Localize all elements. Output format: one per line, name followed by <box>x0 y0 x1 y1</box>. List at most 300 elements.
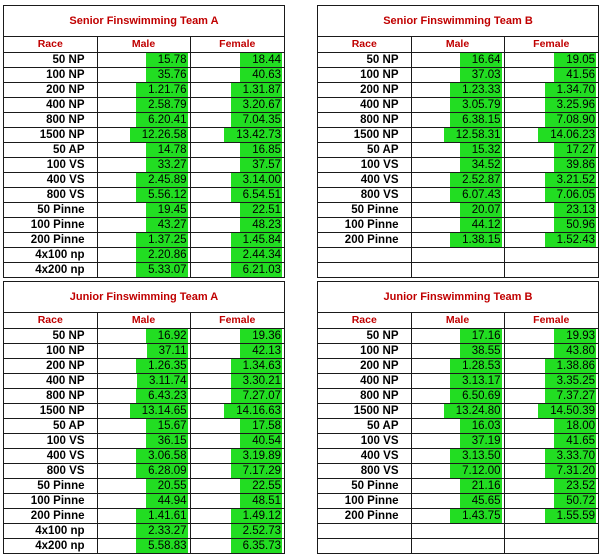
male-time: 20.07 <box>460 203 502 217</box>
male-time: 2.20.86 <box>136 248 187 262</box>
male-time: 37.03 <box>460 68 502 82</box>
table-row <box>318 187 598 202</box>
male-time-cell <box>97 538 190 553</box>
race-name: 100 VS <box>4 433 97 448</box>
male-time: 44.94 <box>146 494 188 508</box>
female-time-cell <box>504 157 598 172</box>
race-name: 4x200 np <box>4 538 97 553</box>
female-time: 7.17.29 <box>231 464 282 478</box>
header-row <box>4 37 284 52</box>
table-row <box>318 403 598 418</box>
table-row <box>4 403 284 418</box>
female-time: 7.08.90 <box>545 113 596 127</box>
column-header-female: Female <box>504 313 598 328</box>
male-time-cell <box>97 478 190 493</box>
times-table <box>318 313 598 553</box>
female-time: 3.30.21 <box>231 374 282 388</box>
female-time-cell <box>190 388 284 403</box>
female-time: 43.80 <box>554 344 596 358</box>
female-time-cell <box>190 508 284 523</box>
column-header-race: Race <box>318 37 411 52</box>
male-time: 3.13.50 <box>450 449 501 463</box>
table-row <box>318 493 598 508</box>
female-time-cell <box>190 448 284 463</box>
male-time-cell <box>97 97 190 112</box>
female-time-cell <box>190 403 284 418</box>
race-name: 50 AP <box>4 418 97 433</box>
male-time: 3.11.74 <box>137 374 188 388</box>
male-time-cell <box>411 97 504 112</box>
times-table <box>4 37 284 277</box>
male-time: 12.58.31 <box>444 128 502 142</box>
female-time: 40.54 <box>240 434 282 448</box>
column-header-race: Race <box>318 313 411 328</box>
female-time: 19.05 <box>554 53 596 67</box>
table-row <box>4 448 284 463</box>
table-row <box>318 52 598 67</box>
female-time: 3.14.00 <box>231 173 282 187</box>
table-row <box>4 493 284 508</box>
column-header-race: Race <box>4 313 97 328</box>
female-time: 3.33.70 <box>545 449 596 463</box>
race-name: 1500 NP <box>4 403 97 418</box>
male-time-cell <box>97 187 190 202</box>
race-name: 800 VS <box>318 463 411 478</box>
race-name: 100 Pinne <box>318 217 411 232</box>
table-row <box>4 247 284 262</box>
male-time: 3.13.17 <box>450 374 501 388</box>
male-time-cell <box>97 217 190 232</box>
male-time: 13.14.65 <box>130 404 188 418</box>
table-row <box>4 358 284 373</box>
table-row <box>318 202 598 217</box>
male-time-cell <box>411 478 504 493</box>
race-name: 4x100 np <box>4 247 97 262</box>
male-time-cell <box>97 82 190 97</box>
race-name <box>318 538 411 553</box>
times-table <box>318 37 598 277</box>
table-row <box>4 262 284 277</box>
race-name: 50 AP <box>318 418 411 433</box>
table-row <box>318 343 598 358</box>
race-name: 4x200 np <box>4 262 97 277</box>
male-time-cell <box>97 418 190 433</box>
male-time: 37.11 <box>147 344 188 358</box>
female-time: 50.96 <box>554 218 596 232</box>
male-time-cell <box>411 328 504 343</box>
male-time-cell <box>411 538 504 553</box>
female-time: 19.93 <box>554 329 596 343</box>
female-time: 40.63 <box>240 68 282 82</box>
female-time: 1.45.84 <box>231 233 282 247</box>
male-time: 15.32 <box>460 143 502 157</box>
female-time: 42.13 <box>240 344 282 358</box>
male-time-cell <box>97 508 190 523</box>
panel-title: Junior Finswimming Team B <box>318 282 598 313</box>
male-time-cell <box>411 508 504 523</box>
female-time-cell <box>190 418 284 433</box>
male-time: 16.03 <box>460 419 502 433</box>
table-row <box>4 82 284 97</box>
race-name: 800 NP <box>4 112 97 127</box>
table-row <box>318 478 598 493</box>
race-name: 200 NP <box>4 82 97 97</box>
header-row <box>318 37 598 52</box>
female-time: 1.34.70 <box>545 83 596 97</box>
race-name: 100 VS <box>318 157 411 172</box>
male-time: 43.27 <box>146 218 188 232</box>
female-time: 3.21.52 <box>545 173 596 187</box>
female-time: 50.72 <box>554 494 596 508</box>
race-name <box>318 262 411 277</box>
female-time: 7.04.35 <box>231 113 282 127</box>
male-time-cell <box>411 433 504 448</box>
male-time: 35.76 <box>146 68 188 82</box>
female-time-cell <box>190 538 284 553</box>
race-name: 800 NP <box>4 388 97 403</box>
female-time-cell <box>504 418 598 433</box>
female-time-cell <box>504 82 598 97</box>
female-time: 22.55 <box>240 479 282 493</box>
female-time-cell <box>190 82 284 97</box>
female-time: 14.16.63 <box>224 404 282 418</box>
female-time: 14.50.39 <box>538 404 596 418</box>
male-time-cell <box>97 142 190 157</box>
race-name: 50 NP <box>4 52 97 67</box>
race-name: 400 VS <box>4 172 97 187</box>
female-time-cell <box>190 172 284 187</box>
female-time-cell <box>190 187 284 202</box>
male-time: 13.24.80 <box>444 404 502 418</box>
male-time-cell <box>411 403 504 418</box>
race-name: 50 NP <box>318 52 411 67</box>
female-time-cell <box>504 217 598 232</box>
female-time-cell <box>504 388 598 403</box>
female-time: 17.58 <box>240 419 282 433</box>
male-time: 7.12.00 <box>450 464 501 478</box>
male-time-cell <box>411 343 504 358</box>
race-name: 50 AP <box>318 142 411 157</box>
female-time-cell <box>190 67 284 82</box>
female-time-cell <box>504 478 598 493</box>
table-row <box>4 127 284 142</box>
male-time: 19.45 <box>146 203 188 217</box>
table-row <box>318 388 598 403</box>
male-time: 21.16 <box>460 479 502 493</box>
table-row <box>4 52 284 67</box>
race-name: 400 VS <box>318 172 411 187</box>
table-row <box>318 67 598 82</box>
column-header-race: Race <box>4 37 97 52</box>
female-time: 1.31.87 <box>231 83 282 97</box>
table-row <box>4 328 284 343</box>
race-name: 200 NP <box>318 358 411 373</box>
male-time: 1.26.35 <box>136 359 187 373</box>
male-time-cell <box>411 373 504 388</box>
female-time-cell <box>504 493 598 508</box>
female-time: 7.31.20 <box>545 464 596 478</box>
female-time: 6.35.73 <box>231 539 282 553</box>
male-time: 16.64 <box>460 53 502 67</box>
column-header-female: Female <box>190 37 284 52</box>
male-time: 44.12 <box>460 218 502 232</box>
male-time: 37.19 <box>460 434 502 448</box>
female-time-cell <box>504 112 598 127</box>
race-name: 200 Pinne <box>4 508 97 523</box>
male-time: 36.15 <box>146 434 188 448</box>
male-time-cell <box>97 388 190 403</box>
table-row <box>4 157 284 172</box>
female-time: 6.21.03 <box>231 263 282 277</box>
female-time-cell <box>504 463 598 478</box>
male-time-cell <box>411 67 504 82</box>
table-row <box>4 433 284 448</box>
male-time-cell <box>411 523 504 538</box>
female-time: 23.52 <box>554 479 596 493</box>
table-row <box>4 523 284 538</box>
male-time-cell <box>411 142 504 157</box>
male-time: 1.37.25 <box>136 233 187 247</box>
table-row <box>318 262 598 277</box>
female-time-cell <box>504 328 598 343</box>
female-time-cell <box>504 142 598 157</box>
female-time-cell <box>504 67 598 82</box>
male-time: 1.23.33 <box>450 83 501 97</box>
table-row <box>4 478 284 493</box>
male-time-cell <box>411 358 504 373</box>
table-row <box>318 247 598 262</box>
male-time: 15.67 <box>146 419 188 433</box>
table-row <box>318 433 598 448</box>
table-row <box>318 157 598 172</box>
female-time-cell <box>190 493 284 508</box>
female-time-cell <box>504 538 598 553</box>
female-time-cell <box>190 523 284 538</box>
male-time-cell <box>411 112 504 127</box>
race-name: 200 Pinne <box>4 232 97 247</box>
race-name: 50 NP <box>318 328 411 343</box>
panel-junior-team-a <box>3 281 285 554</box>
female-time: 1.34.63 <box>231 359 282 373</box>
female-time: 1.55.59 <box>545 509 596 523</box>
male-time: 17.16 <box>460 329 502 343</box>
table-row <box>4 112 284 127</box>
male-time-cell <box>411 172 504 187</box>
race-name: 50 NP <box>4 328 97 343</box>
race-name: 100 NP <box>4 67 97 82</box>
female-time-cell <box>504 508 598 523</box>
female-time-cell <box>504 202 598 217</box>
female-time: 7.37.27 <box>545 389 596 403</box>
female-time-cell <box>190 262 284 277</box>
race-name: 50 Pinne <box>4 202 97 217</box>
male-time-cell <box>411 493 504 508</box>
header-row <box>4 313 284 328</box>
column-header-female: Female <box>504 37 598 52</box>
male-time: 38.55 <box>460 344 502 358</box>
male-time-cell <box>97 112 190 127</box>
male-time-cell <box>411 247 504 262</box>
male-time-cell <box>97 172 190 187</box>
male-time-cell <box>411 418 504 433</box>
race-name: 400 NP <box>4 373 97 388</box>
table-row <box>4 187 284 202</box>
table-row <box>4 142 284 157</box>
race-name: 400 NP <box>4 97 97 112</box>
male-time: 45.65 <box>460 494 502 508</box>
race-name: 50 AP <box>4 142 97 157</box>
male-time: 2.58.79 <box>136 98 187 112</box>
table-row <box>318 142 598 157</box>
male-time: 12.26.58 <box>130 128 188 142</box>
female-time: 23.13 <box>554 203 596 217</box>
male-time-cell <box>411 217 504 232</box>
male-time-cell <box>97 328 190 343</box>
male-time-cell <box>97 373 190 388</box>
race-name: 800 VS <box>4 463 97 478</box>
table-row <box>318 172 598 187</box>
female-time-cell <box>504 358 598 373</box>
female-time: 41.65 <box>554 434 596 448</box>
table-row <box>4 97 284 112</box>
table-row <box>4 67 284 82</box>
male-time: 3.06.58 <box>136 449 187 463</box>
table-row <box>318 328 598 343</box>
race-name: 50 Pinne <box>318 202 411 217</box>
female-time-cell <box>190 433 284 448</box>
table-row <box>318 418 598 433</box>
female-time-cell <box>190 52 284 67</box>
female-time-cell <box>190 373 284 388</box>
column-header-female: Female <box>190 313 284 328</box>
male-time: 2.33.27 <box>136 524 187 538</box>
male-time-cell <box>97 493 190 508</box>
male-time-cell <box>97 157 190 172</box>
female-time-cell <box>504 247 598 262</box>
female-time-cell <box>190 142 284 157</box>
female-time-cell <box>190 247 284 262</box>
female-time-cell <box>190 127 284 142</box>
female-time: 2.44.34 <box>231 248 282 262</box>
female-time-cell <box>190 232 284 247</box>
race-name: 1500 NP <box>318 127 411 142</box>
column-header-male: Male <box>97 313 190 328</box>
race-name: 100 NP <box>318 67 411 82</box>
female-time-cell <box>190 343 284 358</box>
race-name: 200 NP <box>4 358 97 373</box>
race-name: 100 VS <box>4 157 97 172</box>
table-row <box>4 388 284 403</box>
male-time-cell <box>97 343 190 358</box>
female-time: 17.27 <box>554 143 596 157</box>
table-row <box>4 418 284 433</box>
male-time-cell <box>411 52 504 67</box>
female-time: 3.20.67 <box>231 98 282 112</box>
male-time: 14.78 <box>146 143 188 157</box>
race-name: 400 NP <box>318 97 411 112</box>
race-name: 50 Pinne <box>318 478 411 493</box>
column-header-male: Male <box>411 313 504 328</box>
female-time-cell <box>504 448 598 463</box>
panel-title: Senior Finswimming Team A <box>4 6 284 37</box>
male-time: 6.38.15 <box>450 113 501 127</box>
male-time: 2.52.87 <box>450 173 501 187</box>
female-time-cell <box>504 127 598 142</box>
male-time: 1.21.76 <box>136 83 187 97</box>
male-time-cell <box>411 463 504 478</box>
table-row <box>318 538 598 553</box>
male-time: 6.50.69 <box>450 389 501 403</box>
table-row <box>4 343 284 358</box>
male-time-cell <box>411 157 504 172</box>
race-name: 100 NP <box>4 343 97 358</box>
female-time: 13.42.73 <box>224 128 282 142</box>
female-time-cell <box>504 262 598 277</box>
female-time-cell <box>190 97 284 112</box>
panel-junior-team-b <box>317 281 599 554</box>
male-time: 6.07.43 <box>450 188 501 202</box>
table-row <box>4 538 284 553</box>
table-row <box>318 463 598 478</box>
female-time-cell <box>504 187 598 202</box>
table-row <box>318 82 598 97</box>
panel-senior-team-a <box>3 5 285 278</box>
male-time: 5.58.83 <box>136 539 187 553</box>
male-time: 16.92 <box>146 329 188 343</box>
female-time: 7.27.07 <box>231 389 282 403</box>
female-time: 37.57 <box>240 158 282 172</box>
race-name: 1500 NP <box>318 403 411 418</box>
male-time-cell <box>411 82 504 97</box>
male-time-cell <box>97 247 190 262</box>
male-time: 6.20.41 <box>136 113 187 127</box>
female-time: 3.25.96 <box>545 98 596 112</box>
male-time-cell <box>97 463 190 478</box>
female-time: 48.51 <box>240 494 282 508</box>
male-time: 5.56.12 <box>136 188 187 202</box>
male-time-cell <box>411 232 504 247</box>
female-time-cell <box>504 373 598 388</box>
female-time: 1.52.43 <box>545 233 596 247</box>
table-row <box>318 448 598 463</box>
panel-title: Senior Finswimming Team B <box>318 6 598 37</box>
race-name: 800 VS <box>4 187 97 202</box>
table-row <box>4 508 284 523</box>
female-time-cell <box>504 97 598 112</box>
female-time: 41.56 <box>554 68 596 82</box>
race-name: 100 Pinne <box>318 493 411 508</box>
female-time: 48.23 <box>240 218 282 232</box>
male-time: 20.55 <box>146 479 188 493</box>
panel-senior-team-b <box>317 5 599 278</box>
table-row <box>4 217 284 232</box>
column-header-male: Male <box>411 37 504 52</box>
male-time-cell <box>411 448 504 463</box>
female-time-cell <box>504 172 598 187</box>
female-time-cell <box>190 112 284 127</box>
female-time: 39.86 <box>554 158 596 172</box>
male-time: 15.78 <box>146 53 188 67</box>
race-name: 800 NP <box>318 388 411 403</box>
female-time: 19.36 <box>240 329 282 343</box>
race-name: 100 NP <box>318 343 411 358</box>
female-time-cell <box>190 328 284 343</box>
male-time-cell <box>411 187 504 202</box>
male-time: 6.43.23 <box>136 389 187 403</box>
race-name: 200 Pinne <box>318 232 411 247</box>
male-time: 2.45.89 <box>136 173 187 187</box>
female-time-cell <box>504 343 598 358</box>
